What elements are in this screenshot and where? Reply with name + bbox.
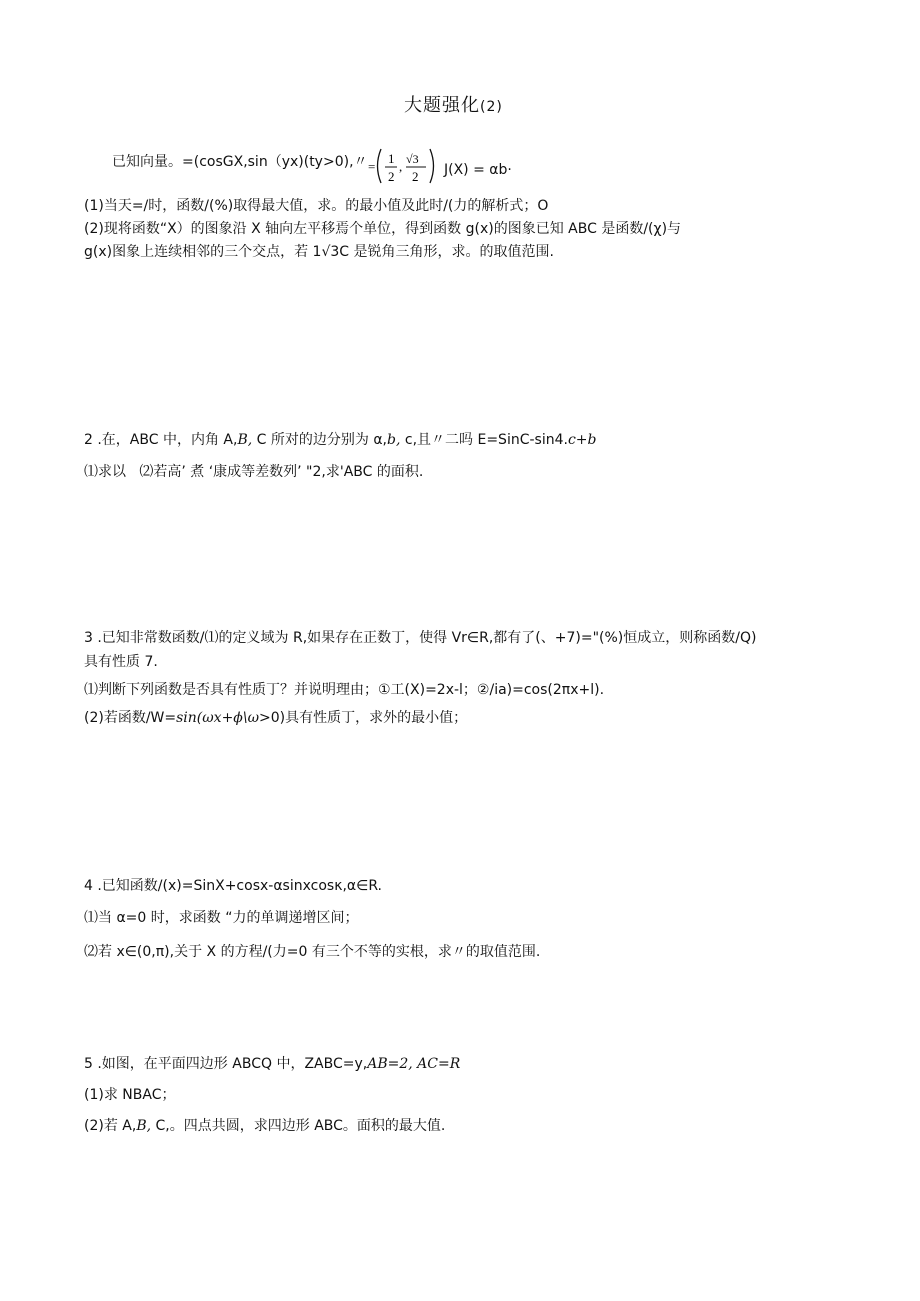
problem1-line1-end: J(X) = αb· — [444, 162, 512, 178]
problem4-line3: ⑵若 x∈(0,π),关于 X 的方程/(力=0 有三个不等的实根，求〃的取值范围. — [84, 944, 541, 960]
vector-formula — [368, 146, 444, 186]
problem4-line1: 4 .已知函数/(x)=SinX+cosx-αsinxcosκ,α∈R. — [84, 878, 383, 894]
frac1-numerator: 1 — [388, 151, 395, 166]
frac2-denominator: 2 — [412, 169, 419, 184]
problem5-line3: (2)若 A,B, C,。四点共圆，求四边形 ABC。面积的最大值. — [84, 1118, 446, 1134]
formula-equals: = — [368, 159, 376, 174]
frac2-numerator: √3 — [406, 152, 419, 166]
frac1-denominator: 2 — [388, 169, 395, 184]
vector-formula-graphic — [368, 146, 444, 186]
problem3-line4: (2)若函数/W=sin(ωx+ϕ\ω>0)具有性质丁，求外的最小值； — [84, 710, 468, 726]
problem3-line3: ⑴判断下列函数是否具有性质丁？并说明理由；①工(X)=2x-l；②/ia)=cos(2πx+l). — [84, 682, 605, 698]
problem3-line1: 3 .已知非常数函数/⑴的定义域为 R,如果存在正数丁，使得 Vr∈R,都有了(、+7)="(%)恒成立，则称函数/Q) — [84, 630, 757, 646]
frac-comma: , — [399, 159, 403, 174]
page-title: 大题强化(2) — [404, 95, 503, 116]
problem3-line2: 具有性质 7. — [84, 654, 158, 670]
problem1-line4: g(x)图象上连续相邻的三个交点，若 1√3C 是锐角三角形，求。的取值范围. — [84, 244, 554, 260]
problem5-line2: (1)求 NBAC； — [84, 1087, 176, 1103]
problem2-line1: 2 .在，ABC 中，内角 A,B, C 所对的边分别为 α,b, c,且〃二吗 E=SinC-sin4.c+b — [84, 432, 597, 448]
problem4-line2: ⑴当 α=0 时，求函数 “力的单调递增区间； — [84, 910, 359, 926]
problem1-line2: (1)当天=/时，函数/(%)取得最大值，求。的最小值及此时/(力的解析式；O — [84, 198, 549, 214]
problem1-line3: (2)现将函数“X）的图象沿 X 轴向左平移焉个单位，得到函数 g(x)的图象已知 ABC 是函数/(χ)与 — [84, 221, 682, 237]
problem5-line1: 5 .如图，在平面四边形 ABCQ 中，ZABC=y,AB=2, AC=R — [84, 1056, 461, 1072]
problem2-line2: ⑴求以 ⑵若高’ 煮 ‘康成等差数列’ "2,求'ABC 的面积. — [84, 464, 424, 480]
problem1-line1: 已知向量。=(cosGX,sin（yx)(ty>0),〃 — [112, 154, 368, 170]
